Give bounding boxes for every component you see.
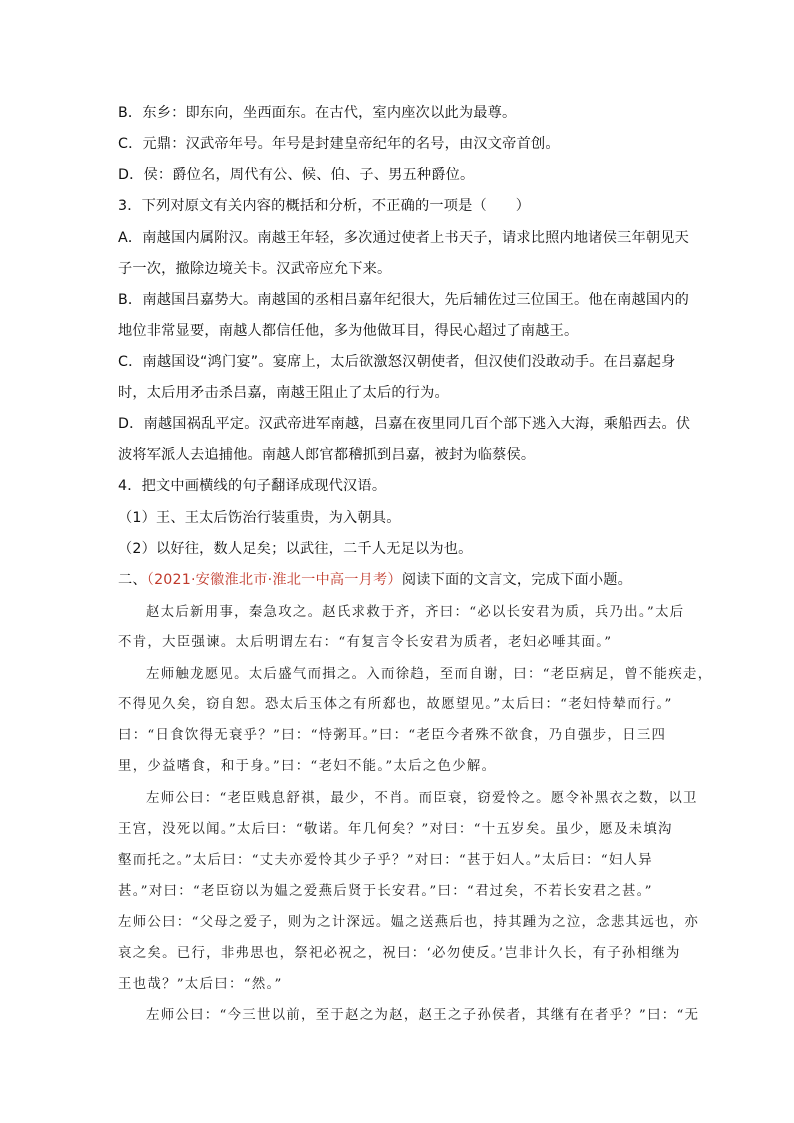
passage-line: 壑而托之。”太后曰：“丈夫亦爱怜其少子乎？”对曰：“甚于妇人。”太后曰：“妇人异 xyxy=(118,853,653,868)
option-b: B．东乡：即东向，坐西面东。在古代，室内座次以此为最尊。 xyxy=(118,105,517,121)
question-3-stem: 3．下列对原文有关内容的概括和分析，不正确的一项是（ ） xyxy=(118,198,531,214)
passage-line: 不肯，大臣强谏。太后明谓左右：“有复言令长安君为质者，老妇必唾其面。” xyxy=(118,635,613,650)
passage-line: 甚。”对曰：“老臣窃以为媪之爱燕后贤于长安君。”曰：“君过矣，不若长安君之甚。” xyxy=(118,884,653,899)
passage-line: 王也哉？”太后曰：“然。” xyxy=(118,977,283,992)
passage-line: 左师公曰：“今三世以前，至于赵之为赵，赵王之子孙侯者，其继有在者乎？”曰：“无 xyxy=(146,1008,700,1023)
passage-line: 里，少益嗜食，和于身。”曰：“老妇不能。”太后之色少解。 xyxy=(118,759,497,774)
question-4-stem: 4．把文中画横线的句子翻译成现代汉语。 xyxy=(118,478,387,494)
passage-line: 赵太后新用事，秦急攻之。赵氏求救于齐，齐曰：“必以长安君为质，兵乃出。”太后 xyxy=(146,605,685,620)
passage-line: 王宫，没死以闻。”太后曰：“敬诺。年几何矣？”对曰：“十五岁矣。虽少，愿及未填沟 xyxy=(118,822,673,837)
q3-option-c-line1: C．南越国设“鸿门宴”。宴席上，太后欲激怒汉朝使者，但汉使们没敢动手。在吕嘉起身 xyxy=(118,354,676,370)
q3-option-a-line2: 子一次，撤除边境关卡。汉武帝应允下来。 xyxy=(118,261,392,277)
q4-sentence-1: （1）王、王太后饬治行装重贵，为入朝具。 xyxy=(118,510,401,526)
passage-line: 不得见久矣，窃自恕。恐太后玉体之有所郄也，故愿望见。”太后曰：“老妇恃辇而行。” xyxy=(118,697,673,712)
passage-line: 左师公曰：“父母之爱子，则为之计深远。媪之送燕后也，持其踵为之泣，念悲其远也，亦 xyxy=(118,915,700,930)
q3-option-a-line1: A．南越国内属附汉。南越王年轻，多次通过使者上书天子，请求比照内地诸侯三年朝见天 xyxy=(118,230,690,246)
section-instruction: 阅读下面的文言文，完成下面小题。 xyxy=(401,572,633,588)
q3-option-b-line2: 地位非常显要，南越人都信任他，多为他做耳目，得民心超过了南越王。 xyxy=(118,323,579,339)
q3-option-d-line1: D．南越国祸乱平定。汉武帝进军南越，吕嘉在夜里同几百个部下逃入大海，乘船西去。伏 xyxy=(118,416,691,432)
option-c: C．元鼎：汉武帝年号。年号是封建皇帝纪年的名号，由汉文帝首创。 xyxy=(118,136,560,152)
q3-option-b-line1: B．南越国吕嘉势大。南越国的丞相吕嘉年纪很大，先后辅佐过三位国王。他在南越国内的 xyxy=(118,292,690,308)
passage-line: 左师触龙愿见。太后盛气而揖之。入而徐趋，至而自谢，曰：“老臣病足，曾不能疾走， xyxy=(146,667,713,682)
section-2-heading xyxy=(118,570,688,590)
section-prefix: 二、 xyxy=(118,572,147,588)
q3-option-d-line2: 波将军派人去追捕他。南越人郎官都稽抓到吕嘉，被封为临蔡侯。 xyxy=(118,447,536,463)
option-d: D．侯：爵位名，周代有公、候、伯、子、男五种爵位。 xyxy=(118,167,475,183)
passage-line: 曰：“日食饮得无衰乎？”曰：“恃粥耳。”曰：“老臣今者殊不欲食，乃自强步，日三四 xyxy=(118,728,667,743)
q4-sentence-2: （2）以好往，数人足矣；以武往，二千人无足以为也。 xyxy=(118,541,473,557)
passage-line: 左师公曰：“老臣贱息舒祺，最少，不肖。而臣衰，窃爱怜之。愿令补黑衣之数，以卫 xyxy=(146,791,698,806)
passage-line: 哀之矣。已行，非弗思也，祭祀必祝之，祝曰：‘必勿使反。’岂非计久长，有子孙相继为 xyxy=(118,946,681,961)
q3-option-c-line2: 时，太后用矛击杀吕嘉，南越王阻止了太后的行为。 xyxy=(118,385,449,401)
source-tag: （2021·安徽淮北市·淮北一中高一月考） xyxy=(146,572,402,588)
